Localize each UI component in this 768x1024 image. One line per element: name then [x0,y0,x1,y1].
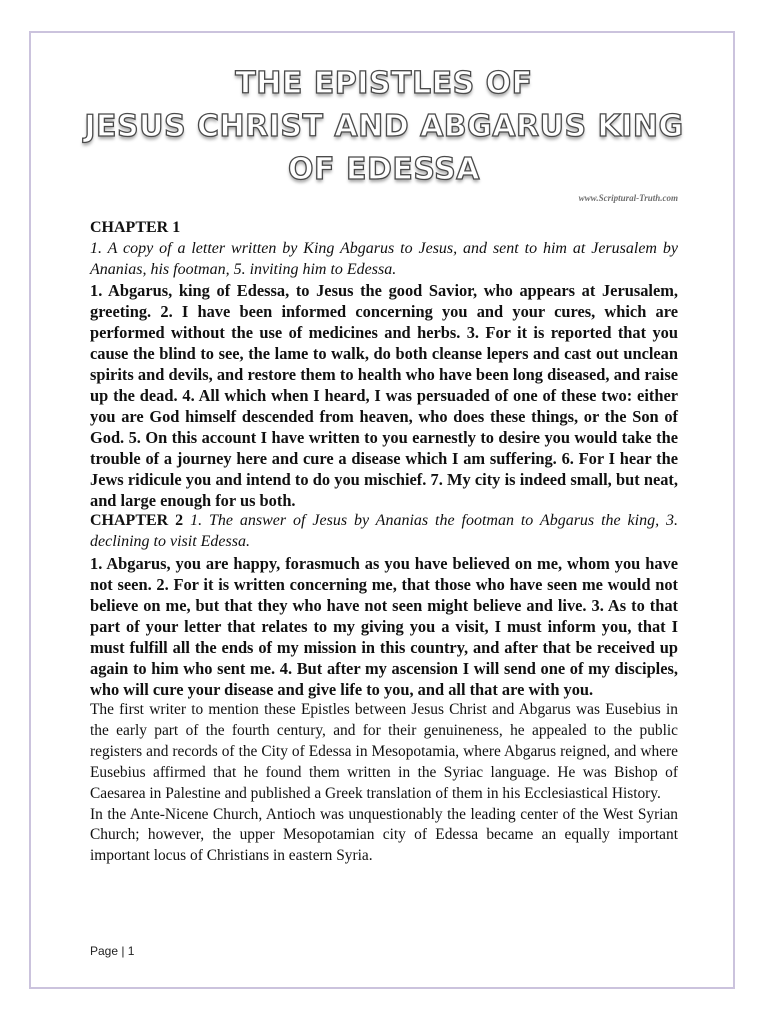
chapter-1-summary: 1. A copy of a letter written by King Abgarus to Jesus, and sent to him at Jerusalem by Ananias, his footman, 5. inviting him to Edessa. [90,239,678,278]
chapter-2-header [90,511,678,553]
site-url: www.Scriptural-Truth.com [578,193,678,203]
commentary-paragraph-2: In the Ante-Nicene Church, Antioch was unquestionably the leading center of the West Syrian Church; however, the upper Mesopotamian city of Edessa became an equally important important locus of Christians in eastern Syria. [90,805,678,865]
document-body [90,218,678,867]
document-title [0,62,768,191]
chapter-2-heading: CHAPTER 2 [90,512,184,530]
chapter-2-summary: 1. The answer of Jesus by Ananias the footman to Abgarus the king, 3. declining to visit Edessa. [90,512,678,551]
page-number: Page | 1 [90,944,135,958]
chapter-1-heading: CHAPTER 1 [90,219,181,236]
commentary-paragraph-1: The first writer to mention these Epistles between Jesus Christ and Abgarus was Eusebius in the early part of the fourth century, and for their genuineness, he appealed to the public registers and records of the City of Edessa in Mesopotamia, where Abgarus reigned, and where Eusebius affirmed that he found them written in the Syriac language. He was Bishop of Caesarea in Palestine and published a Greek translation of them in his Ecclesiastical History. [90,700,678,802]
title-line-2: JESUS CHRIST AND ABGARUS KING [84,109,684,144]
title-line-1: THE EPISTLES OF [235,66,533,101]
chapter-2-text: 1. Abgarus, you are happy, forasmuch as you have believed on me, whom you have not seen. 2. For it is written concerning me, that those who have seen me would not believe on me, but that they who have not seen might believe and live. 3. As to that part of your letter that relates to my giving you a visit, I must inform you, that I must fulfill all the ends of my mission in this country, and after that be received up again to him who sent me. 4. But after my ascension I will send one of my disciples, who will cure your disease and give life to you, and all that are with you. [90,553,678,699]
chapter-1-text: 1. Abgarus, king of Edessa, to Jesus the good Savior, who appears at Jerusalem, greeting. 2. I have been informed concerning you and your cures, which are performed without the use of medicines and herbs. 3. For it is reported that you cause the blind to see, the lame to walk, do both cleanse lepers and cast out unclean spirits and devils, and restore them to health who have been long diseased, and raise up the dead. 4. All which when I heard, I was persuaded of one of these two: either you are God himself descended from heaven, who does these things, or the Son of God. 5. On this account I have written to you earnestly to desire you would take the trouble of a journey here and cure a disease which I am suffering. 6. For I hear the Jews ridicule you and intend to do you mischief. 7. My city is indeed small, but neat, and large enough for us both. [90,281,678,511]
title-line-3: OF EDESSA [288,152,480,187]
